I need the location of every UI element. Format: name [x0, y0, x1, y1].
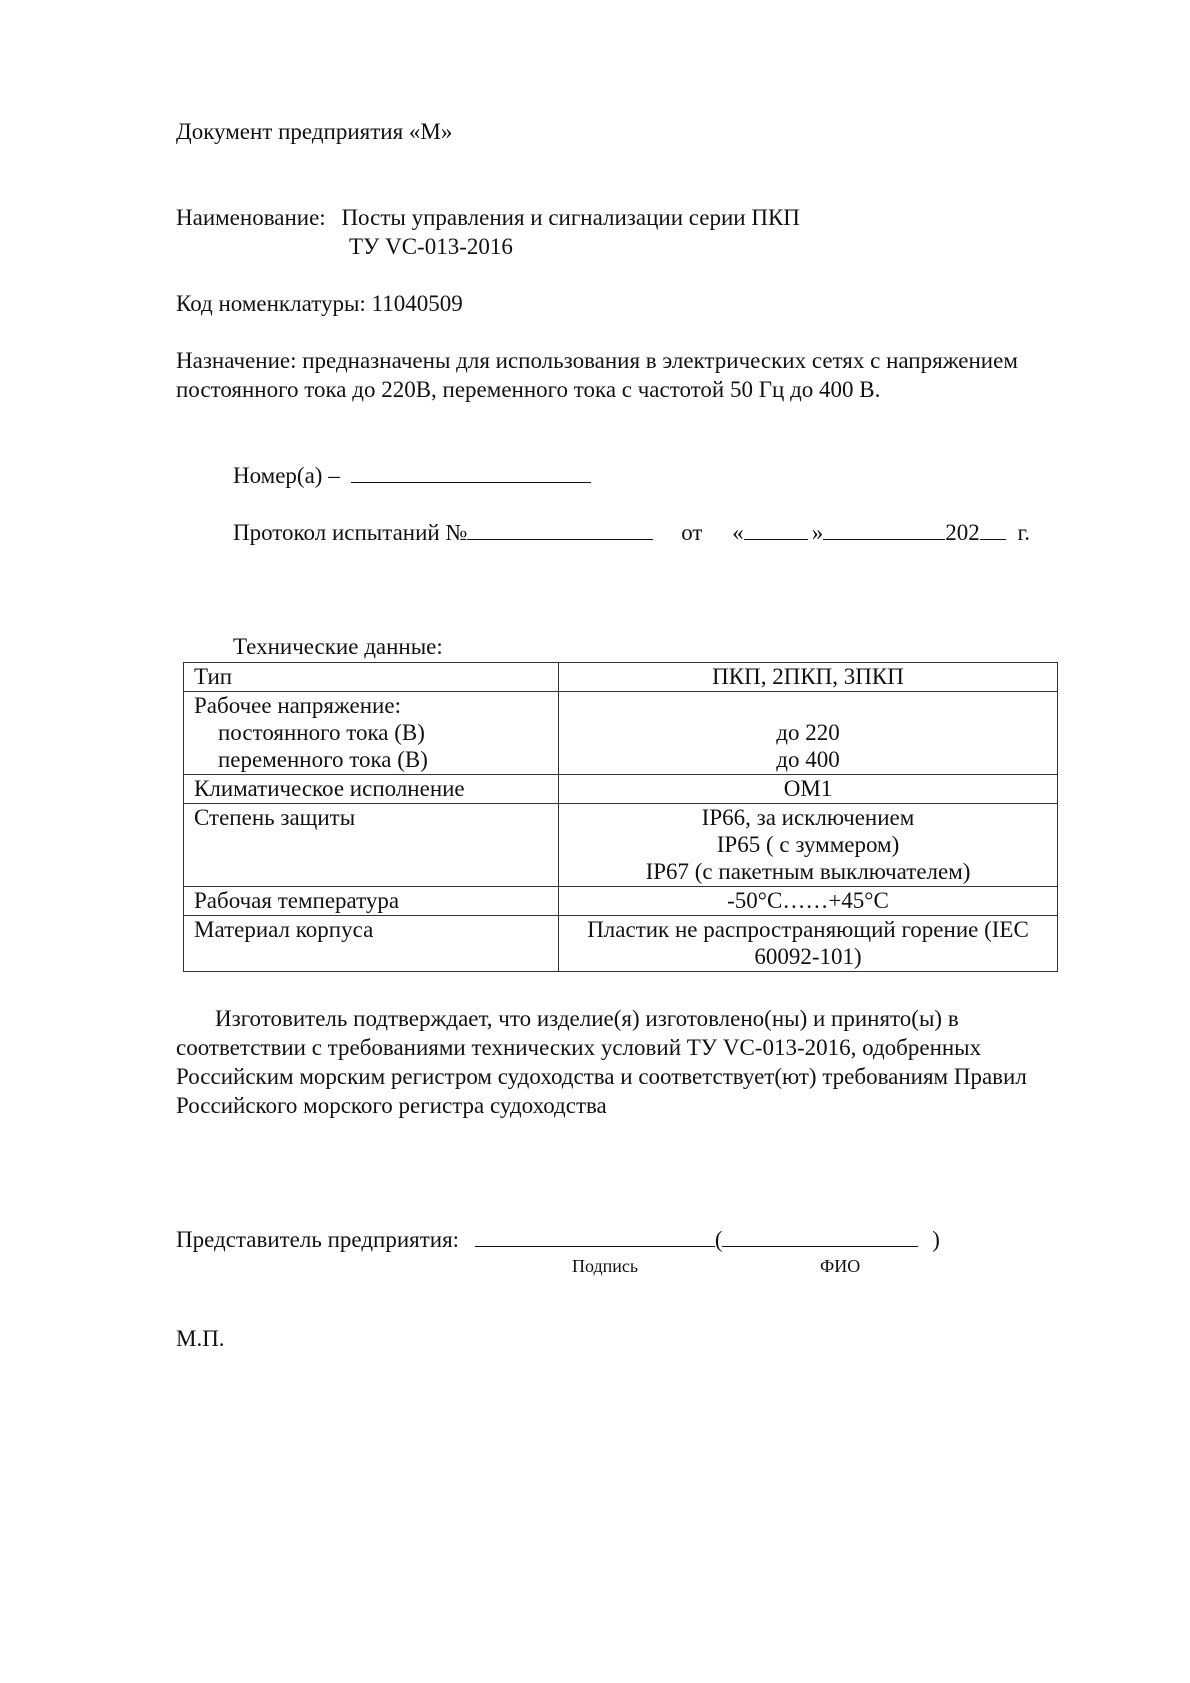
protocol-quote-open: «	[732, 520, 744, 545]
table-key: Материал корпуса	[184, 916, 559, 972]
nomenclature-line	[176, 290, 463, 318]
table-value	[559, 916, 1058, 972]
table-key: Тип	[184, 663, 559, 692]
protocol-year-suffix: г.	[1017, 520, 1031, 545]
number-blank	[351, 462, 591, 483]
purpose-line-2: постоянного тока до 220В, переменного тока с частотой 50 Гц до 400 В.	[176, 377, 881, 402]
table-row	[184, 692, 1058, 775]
table-value	[559, 804, 1058, 887]
signature-line	[176, 1226, 940, 1254]
signature-paren-close: )	[932, 1227, 940, 1252]
protocol-number-blank	[467, 519, 653, 540]
protocol-label: Протокол испытаний №	[233, 520, 468, 545]
stamp-mark: М.П.	[176, 1326, 225, 1351]
dc-voltage-value: до 220	[776, 720, 840, 745]
name-blank	[722, 1226, 918, 1247]
tech-title: Технические данные:	[233, 634, 443, 659]
protocol-day-blank	[744, 519, 808, 540]
material-value-1: Пластик не распространяющий горение (IEC	[587, 917, 1029, 942]
confirmation-line-3: Российским морским регистром судоходства и соответствует(ют) требованиям Правил	[176, 1064, 1027, 1089]
purpose-line-1: Назначение: предназначены для использования в электрических сетях с напряжением	[176, 348, 1018, 373]
signature-label: Представитель предприятия:	[176, 1227, 460, 1252]
table-value	[559, 692, 1058, 775]
table-value: ОМ1	[559, 775, 1058, 804]
voltage-key: Рабочее напряжение:	[194, 693, 401, 718]
naming-line	[176, 204, 800, 232]
protocol-quote-close: »	[811, 520, 824, 545]
number-line	[233, 462, 591, 490]
table-row	[184, 887, 1058, 916]
confirmation-line-2: соответствии с требованиями технических условий ТУ VC-013-2016, одобренных	[176, 1035, 982, 1060]
ac-voltage-key: переменного тока (В)	[218, 747, 428, 772]
table-row	[184, 804, 1058, 887]
ac-voltage-value: до 400	[776, 747, 840, 772]
confirmation-line-1: Изготовитель подтверждает, что изделие(я) изготовлено(ны) и принято(ы) в	[215, 1006, 959, 1031]
protocol-month-blank	[823, 519, 945, 540]
nomenclature-label: Код номенклатуры:	[176, 291, 366, 316]
nomenclature-value: 11040509	[371, 291, 463, 316]
material-value-2: 60092-101)	[754, 944, 862, 969]
enterprise-doc-title: Документ предприятия «М»	[176, 119, 453, 144]
name-caption: ФИО	[820, 1256, 861, 1276]
protocol-from: от	[681, 520, 703, 545]
table-row	[184, 663, 1058, 692]
protocol-year-blank	[980, 519, 1006, 540]
table-key: Рабочая температура	[184, 887, 559, 916]
table-row	[184, 775, 1058, 804]
protection-value-1: IP66, за исключением	[701, 805, 915, 830]
dc-voltage-key: постоянного тока (В)	[218, 720, 425, 745]
naming-spec: ТУ VC-013-2016	[349, 234, 513, 259]
tech-table	[183, 662, 1058, 972]
table-row	[184, 916, 1058, 972]
table-key: Степень защиты	[184, 804, 559, 887]
table-value: ПКП, 2ПКП, 3ПКП	[559, 663, 1058, 692]
number-label: Номер(а) –	[233, 463, 340, 488]
naming-value: Посты управления и сигнализации серии ПКП	[341, 205, 800, 230]
table-key	[184, 692, 559, 775]
protocol-line	[233, 519, 1030, 547]
protection-value-3: IP67 (с пакетным выключателем)	[645, 859, 971, 884]
sign-caption: Подпись	[572, 1256, 639, 1276]
confirmation-line-4: Российского морского регистра судоходства	[176, 1093, 607, 1118]
protocol-year-prefix: 202	[945, 520, 980, 545]
signature-blank	[475, 1226, 715, 1247]
signature-paren-open: (	[714, 1227, 723, 1252]
table-value: -50°С……+45°С	[559, 887, 1058, 916]
protection-value-2: IP65 ( с зуммером)	[716, 832, 900, 857]
naming-label: Наименование:	[176, 205, 326, 230]
table-key: Климатическое исполнение	[184, 775, 559, 804]
